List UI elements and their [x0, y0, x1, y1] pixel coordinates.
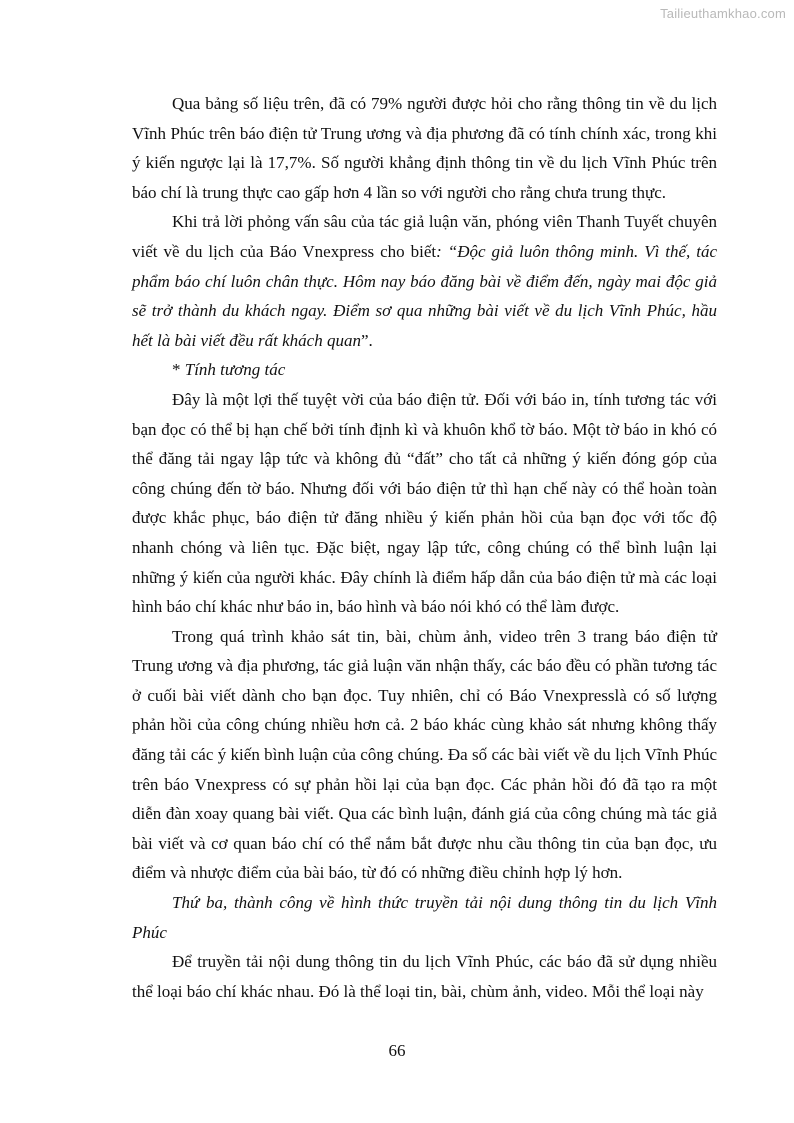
paragraph-survey-process: Trong quá trình khảo sát tin, bài, chùm ảnh, video trên 3 trang báo điện tử Trung ương và địa phương, tác giả luận văn nhận thấy, các báo đều có phần tương tác ở cuối bài viết dành cho bạn đọc. Tuy nhiên, chỉ có Báo Vnexpresslà có số lượng phản hồi của công chúng nhiều hơn cả. 2 báo khác cùng khảo sát nhưng không thấy đăng tải các ý kiến bình luận của công chúng. Đa số các bài viết về du lịch Vĩnh Phúc trên báo Vnexpress có sự phản hồi lại của bạn đọc. Các phản hồi đó đã tạo ra một diễn đàn xoay quang bài viết. Qua các bình luận, đánh giá của công chúng mà tác giả bài viết và cơ quan báo chí có thể nắm bắt được nhu cầu thông tin của bạn đọc, ưu điểm và nhược điểm của bài báo, từ đó có những điều chỉnh hợp lý hơn. [132, 626, 717, 883]
document-body [132, 89, 717, 1006]
subheading-interactivity-text: Tính tương tác [184, 360, 286, 380]
paragraph-interview [132, 207, 717, 355]
paragraph-survey-result: Qua bảng số liệu trên, đã có 79% người được hỏi cho rằng thông tin về du lịch Vĩnh Phúc trên báo điện tử Trung ương và địa phương đã có tính chính xác, trong khi ý kiến ngược lại là 17,7%. Số người khẳng định thông tin về du lịch Vĩnh Phúc trên báo chí là trung thực cao gấp hơn 4 lần so với người cho rằng chưa trung thực. [132, 94, 717, 202]
paragraph-interactivity: Đây là một lợi thế tuyệt vời của báo điện tử. Đối với báo in, tính tương tác với bạn đọc có thể bị hạn chế bởi tính định kì và khuôn khổ tờ báo. Một tờ báo in khó có thể đăng tải ngay lập tức và không đủ “đất” cho tất cả những ý kiến đóng góp của công chúng đến tờ báo. Nhưng đối với báo điện tử thì hạn chế này có thể hoàn toàn được khắc phục, báo điện tử đăng nhiều ý kiến phản hồi của bạn đọc với tốc độ nhanh chóng và liên tục. Đặc biệt, ngay lập tức, công chúng có thể bình luận lại những ý kiến của người khác. Đây chính là điểm hấp dẫn của báo điện tử mà các loại hình báo chí khác như báo in, báo hình và báo nói khó có thể làm được. [132, 389, 717, 617]
interview-lead-text: Khi trả lời phỏng vấn sâu của tác giả luận văn, phóng viên Thanh Tuyết chuyên viết về du lịch của Báo Vnexpress cho biết [132, 212, 717, 261]
interview-quote-end: ”. [360, 330, 373, 350]
subheading-third-success: Thứ ba, thành công về hình thức truyền tải nội dung thông tin du lịch Vĩnh Phúc [132, 893, 717, 942]
interview-quote: : “Độc giả luôn thông minh. Vì thế, tác phẩm báo chí luôn chân thực. Hôm nay báo đăng bài về điểm đến, ngày mai độc giả sẽ trở thành du khách ngay. Điểm sơ qua những bài viết về du lịch Vĩnh Phúc, hầu hết là bài viết đều rất khách quan [132, 241, 717, 350]
paragraph-content-transmission: Để truyền tải nội dung thông tin du lịch Vĩnh Phúc, các báo đã sử dụng nhiều thể loại báo chí khác nhau. Đó là thể loại tin, bài, chùm ảnh, video. Mỗi thể loại này [132, 952, 717, 1001]
watermark: Tailieuthamkhao.com [660, 6, 786, 21]
subheading-interactivity [132, 355, 717, 385]
subheading-bullet: * [172, 360, 185, 380]
page-number: 66 [388, 1041, 406, 1060]
